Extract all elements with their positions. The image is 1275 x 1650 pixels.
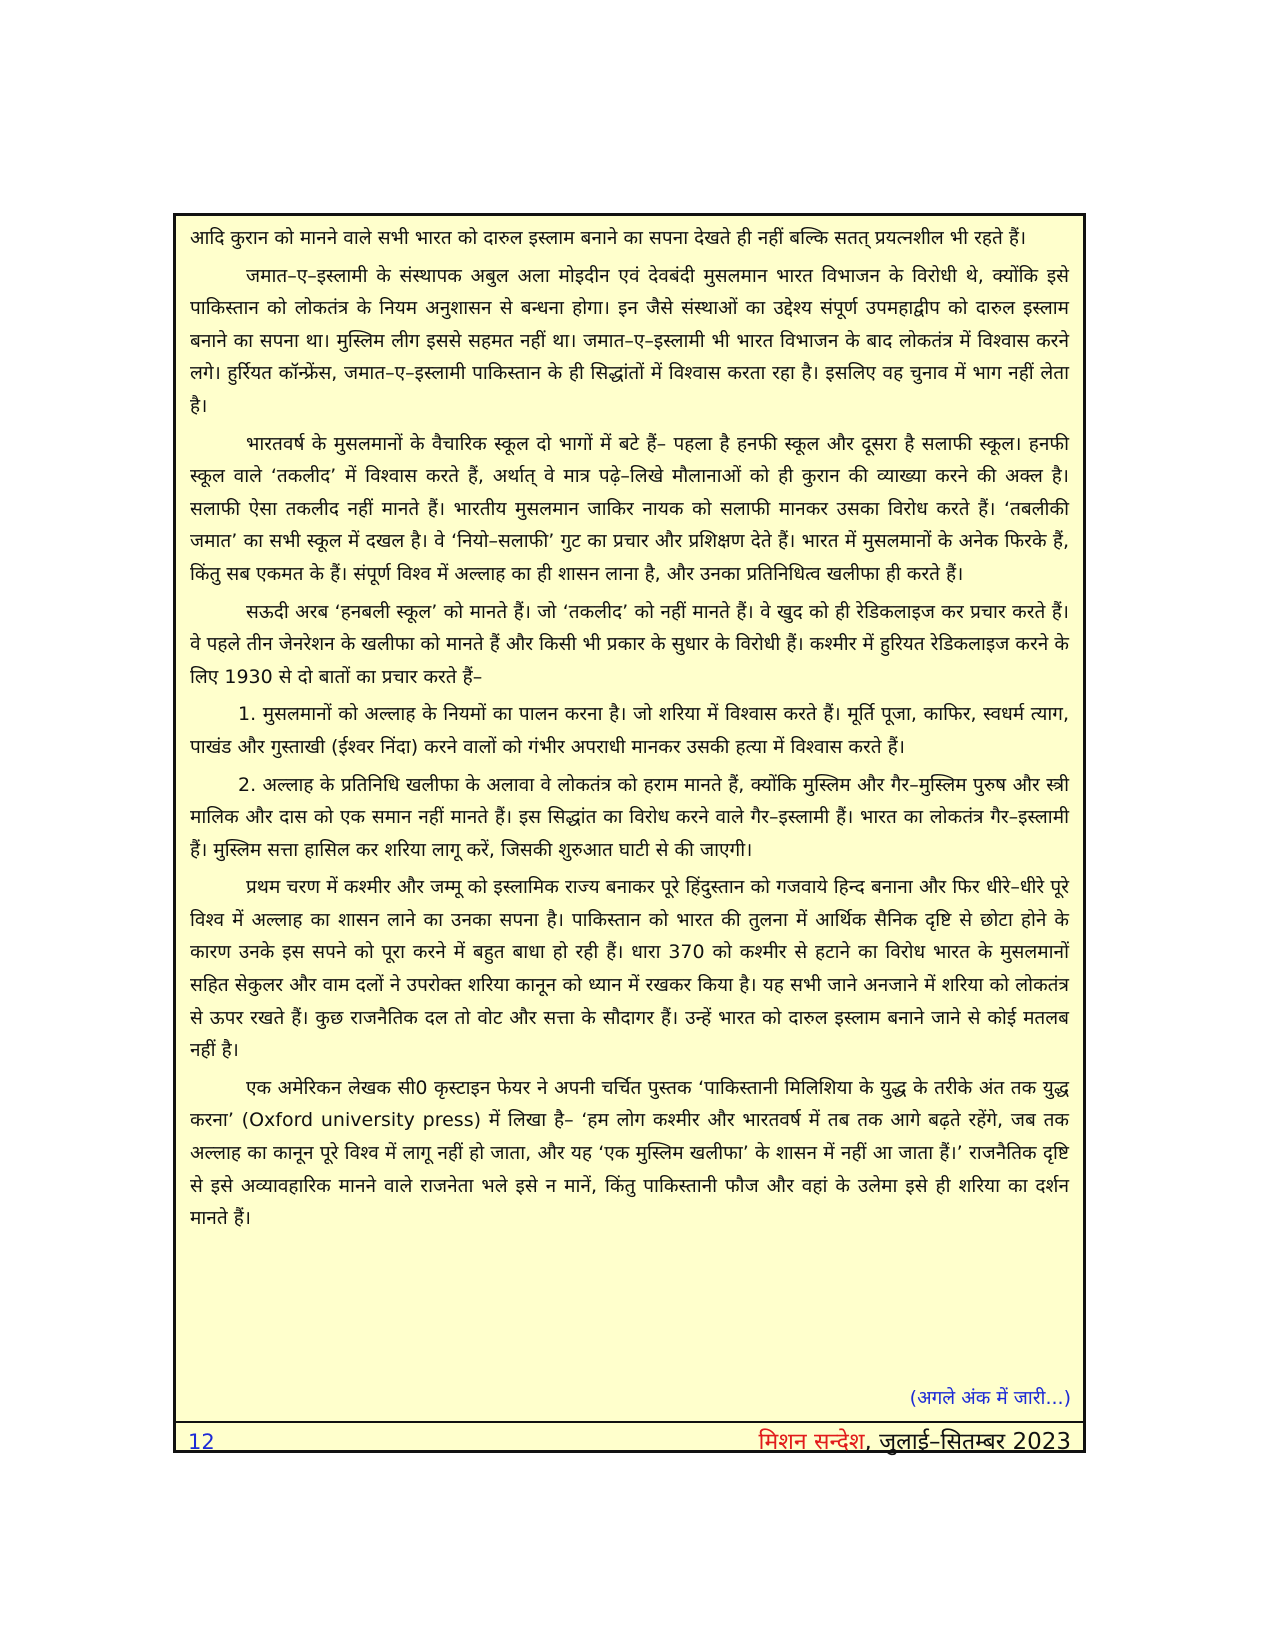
article-box: [173, 213, 1086, 1453]
numbered-point-2: 2. अल्लाह के प्रतिनिधि खलीफा के अलावा वे लोकतंत्र को हराम मानते हैं, क्योंकि मुस्लिम और गैर–मुस्लिम पुरुष और स्त्री मालिक और दास को एक समान नहीं मानते हैं। इस सिद्धांत का विरोध करने वाले गैर–इस्लामी हैं। भारत का लोकतंत्र गैर–इस्लामी हैं। मुस्लिम सत्ता हासिल कर शरिया लागू करें, जिसकी शुरुआत घाटी से की जाएगी।: [190, 773, 1069, 861]
paragraph-4: सऊदी अरब ‘हनबली स्कूल’ को मानते हैं। जो ‘तकलीद’ को नहीं मानते हैं। वे खुद को ही रेडिकलाइज कर प्रचार करते हैं। वे पहले तीन जेनरेशन के खलीफा को मानते हैं और किसी भी प्रकार के सुधार के विरोधी हैं। कश्मीर में हुरियत रेडिकलाइज करने के लिए 1930 से दो बातों का प्रचार करते हैं–: [190, 600, 1069, 688]
continued-note: (अगले अंक में जारी...): [909, 1387, 1071, 1409]
paragraph-3: भारतवर्ष के मुसलमानों के वैचारिक स्कूल दो भागों में बटे हैं– पहला है हनफी स्कूल और दूसरा है सलाफी स्कूल। हनफी स्कूल वाले ‘तकलीद’ में विश्वास करते हैं, अर्थात् वे मात्र पढ़े–लिखे मौलानाओं को ही कुरान की व्याख्या करने की अक्ल है। सलाफी ऐसा तकलीद नहीं मानते हैं। भारतीय मुसलमान जाकिर नायक को सलाफी मानकर उसका विरोध करते हैं। ‘तबलीकी जमात’ का सभी स्कूल में दखल है। वे ‘नियो–सलाफी’ गुट का प्रचार और प्रशिक्षण देते हैं। भारत में मुसलमानों के अनेक फिरके हैं, किंतु सब एकमत के हैं। संपूर्ण विश्व में अल्लाह का ही शासन लाना है, और उनका प्रतिनिधित्व खलीफा ही करते हैं।: [190, 432, 1069, 585]
paragraph-5: प्रथम चरण में कश्मीर और जम्मू को इस्लामिक राज्य बनाकर पूरे हिंदुस्तान को गजवाये हिन्द बनाना और फिर धीरे–धीरे पूरे विश्व में अल्लाह का शासन लाने का उनका सपना है। पाकिस्तान को भारत की तुलना में आर्थिक सैनिक दृष्टि से छोटा होने के कारण उनके इस सपने को पूरा करने में बहुत बाधा हो रही हैं। धारा 370 को कश्मीर से हटाने का विरोध भारत के मुसलमानों सहित सेकुलर और वाम दलों ने उपरोक्त शरिया कानून को ध्यान में रखकर किया है। यह सभी जाने अनजाने में शरिया को लोकतंत्र से ऊपर रखते हैं। कुछ राजनैतिक दल तो वोट और सत्ता के सौदागर हैं। उन्हें भारत को दारुल इस्लाम बनाने जाने से कोई मतलब नहीं है।: [190, 876, 1069, 1062]
page-number: 12: [188, 1430, 215, 1454]
numbered-point-1: 1. मुसलमानों को अल्लाह के नियमों का पालन करना है। जो शरिया में विश्वास करते हैं। मूर्ति पूजा, काफिर, स्वधर्म त्याग, पाखंड और गुस्ताखी (ईश्वर निंदा) करने वालों को गंभीर अपराधी मानकर उसकी हत्या में विश्वास करते हैं।: [190, 703, 1069, 758]
issue-line: [759, 1424, 1071, 1456]
paragraph-6: एक अमेरिकन लेखक सी0 कृस्टाइन फेयर ने अपनी चर्चित पुस्तक ‘पाकिस्तानी मिलिशिया के युद्ध के तरीके अंत तक युद्ध करना’ (Oxford university press) में लिखा है– ‘हम लोग कश्मीर और भारतवर्ष में तब तक आगे बढ़ते रहेंगे, जब तक अल्लाह का कानून पूरे विश्व में लागू नहीं हो जाता, और यह ‘एक मुस्लिम खलीफा’ के शासन में नहीं आ जाता हैं।’ राजनैतिक दृष्टि से इसे अव्यावहारिक मानने वाले राजनेता भले इसे न मानें, किंतु पाकिस्तानी फौज और वहां के उलेमा इसे ही शरिया का दर्शन मानते हैं।: [190, 1076, 1069, 1230]
footer-divider: [176, 1421, 1083, 1423]
paragraph-2: जमात–ए–इस्लामी के संस्थापक अबुल अला मोइदीन एवं देवबंदी मुसलमान भारत विभाजन के विरोधी थे, क्योंकि इसे पाकिस्तान को लोकतंत्र के नियम अनुशासन से बन्धना होगा। इन जैसे संस्थाओं का उद्देश्य संपूर्ण उपमहाद्वीप को दारुल इस्लाम बनाने का सपना था। मुस्लिम लीग इससे सहमत नहीं था। जमात–ए–इस्लामी भी भारत विभाजन के बाद लोकतंत्र में विश्वास करने लगे। हुर्रियत कॉन्फ्रेंस, जमात–ए–इस्लामी पाकिस्तान के ही सिद्धांतों में विश्वास करता रहा है। इसलिए वह चुनाव में भाग नहीं लेता है।: [190, 264, 1069, 417]
article-body: [190, 222, 1069, 1240]
paragraph-1: आदि कुरान को मानने वाले सभी भारत को दारुल इस्लाम बनाने का सपना देखते ही नहीं बल्कि सतत् प्रयत्नशील भी रहते हैं।: [190, 227, 1027, 249]
issue-date: , जुलाई–सितम्बर 2023: [864, 1429, 1071, 1455]
magazine-name: मिशन सन्देश: [758, 1429, 865, 1455]
